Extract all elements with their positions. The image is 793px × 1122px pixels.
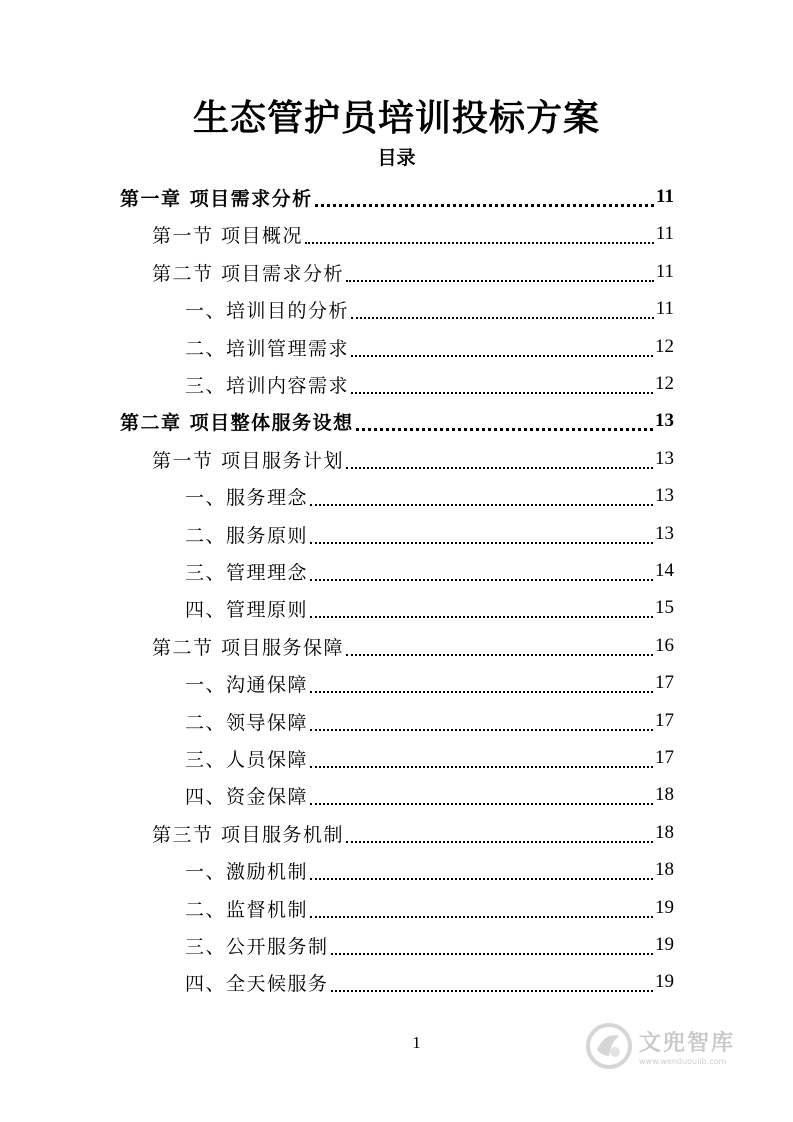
toc-chapter-entry[interactable] [120,181,674,213]
toc-entry-label: 三、培训内容需求 [185,374,350,397]
toc-entry-page: 19 [655,934,674,955]
toc-entry-page: 11 [655,223,674,244]
toc-leader-dots [310,728,653,731]
toc-entry-page: 17 [655,710,674,731]
toc-leader-dots [346,840,653,843]
toc-entry-label: 第二节 项目需求分析 [152,262,345,285]
toc-entry-label: 第一节 项目概况 [152,224,304,247]
toc-entry-page: 13 [655,410,674,431]
toc-entry-page: 12 [655,336,674,357]
toc-leader-dots [310,915,653,918]
toc-leader-dots [310,578,653,581]
toc-entry-page: 17 [655,747,674,768]
toc-subsection-entry[interactable] [185,966,674,998]
toc-leader-dots [315,203,654,207]
toc-entry-page: 19 [655,897,674,918]
toc-leader-dots [310,503,653,506]
toc-entry-page: 11 [655,298,674,319]
toc-entry-page: 19 [655,971,674,992]
toc-entry-label: 第一节 项目服务计划 [152,449,345,472]
toc-subsection-entry[interactable] [185,480,674,512]
toc-entry-page: 17 [655,672,674,693]
toc-entry-label: 四、全天候服务 [185,972,329,995]
toc-leader-dots [310,765,653,768]
toc-entry-page: 13 [655,485,674,506]
toc-subsection-entry[interactable] [185,592,674,624]
toc-subsection-entry[interactable] [185,293,674,325]
toc-entry-label: 第二节 项目服务保障 [152,636,345,659]
toc-leader-dots [305,241,654,244]
toc-section-entry[interactable] [152,218,674,250]
toc-entry-label: 第三节 项目服务机制 [152,823,345,846]
wendou-logo-icon [585,1022,633,1070]
toc-subsection-entry[interactable] [185,555,674,587]
toc-chapter-entry[interactable] [120,405,674,437]
toc-subsection-entry[interactable] [185,667,674,699]
toc-leader-dots [356,427,653,431]
toc-subsection-entry[interactable] [185,929,674,961]
toc-entry-page: 11 [656,186,674,207]
toc-entry-label: 四、管理原则 [185,598,309,621]
toc-entry-page: 14 [655,560,674,581]
toc-section-entry[interactable] [152,630,674,662]
toc-leader-dots [331,952,653,955]
toc-entry-page: 12 [655,373,674,394]
toc-heading: 目录 [377,147,416,169]
toc-subsection-entry[interactable] [185,705,674,737]
toc-leader-dots [331,989,653,992]
toc-subsection-entry[interactable] [185,368,674,400]
toc-subsection-entry[interactable] [185,892,674,924]
toc-entry-page: 18 [655,822,674,843]
page-number: 1 [412,1033,421,1052]
toc-entry-label: 一、激励机制 [185,860,309,883]
toc-leader-dots [346,466,653,469]
toc-entry-label: 第一章 项目需求分析 [120,187,313,210]
toc-subsection-entry[interactable] [185,742,674,774]
toc-entry-label: 三、人员保障 [185,748,309,771]
toc-leader-dots [310,615,653,618]
toc-leader-dots [310,541,653,544]
toc-subsection-entry[interactable] [185,854,674,886]
toc-entry-label: 二、监督机制 [185,898,309,921]
watermark-url: www.wenduoulib.com [639,1057,727,1066]
toc-entry-label: 三、公开服务制 [185,935,329,958]
toc-subsection-entry[interactable] [185,518,674,550]
watermark [585,1018,755,1074]
toc-subsection-entry[interactable] [185,331,674,363]
toc-entry-label: 二、领导保障 [185,711,309,734]
toc-leader-dots [346,279,654,282]
toc-entry-page: 16 [655,635,674,656]
toc-section-entry[interactable] [152,817,674,849]
toc-entry-label: 二、服务原则 [185,524,309,547]
toc-entry-page: 13 [655,448,674,469]
toc-entry-label: 第二章 项目整体服务设想 [120,411,354,434]
toc-entry-label: 二、培训管理需求 [185,337,350,360]
document-title: 生态管护员培训投标方案 [192,97,600,139]
toc-entry-page: 15 [655,597,674,618]
toc-entry-page: 11 [655,261,674,282]
toc-entry-label: 四、资金保障 [185,785,309,808]
toc-entry-label: 一、服务理念 [185,486,309,509]
toc-leader-dots [346,653,653,656]
toc-entry-label: 一、培训目的分析 [185,299,350,322]
toc-leader-dots [310,877,653,880]
toc-leader-dots [351,316,654,319]
watermark-name: 文兜智库 [639,1031,736,1056]
toc-entry-label: 一、沟通保障 [185,673,309,696]
toc-section-entry[interactable] [152,256,674,288]
toc-entry-page: 18 [655,784,674,805]
toc-leader-dots [351,354,653,357]
toc-leader-dots [351,391,653,394]
toc-section-entry[interactable] [152,443,674,475]
toc-leader-dots [310,802,653,805]
toc-entry-label: 三、管理理念 [185,561,309,584]
toc-entry-page: 13 [655,523,674,544]
toc-entry-page: 18 [655,859,674,880]
toc-subsection-entry[interactable] [185,779,674,811]
toc-leader-dots [310,690,653,693]
